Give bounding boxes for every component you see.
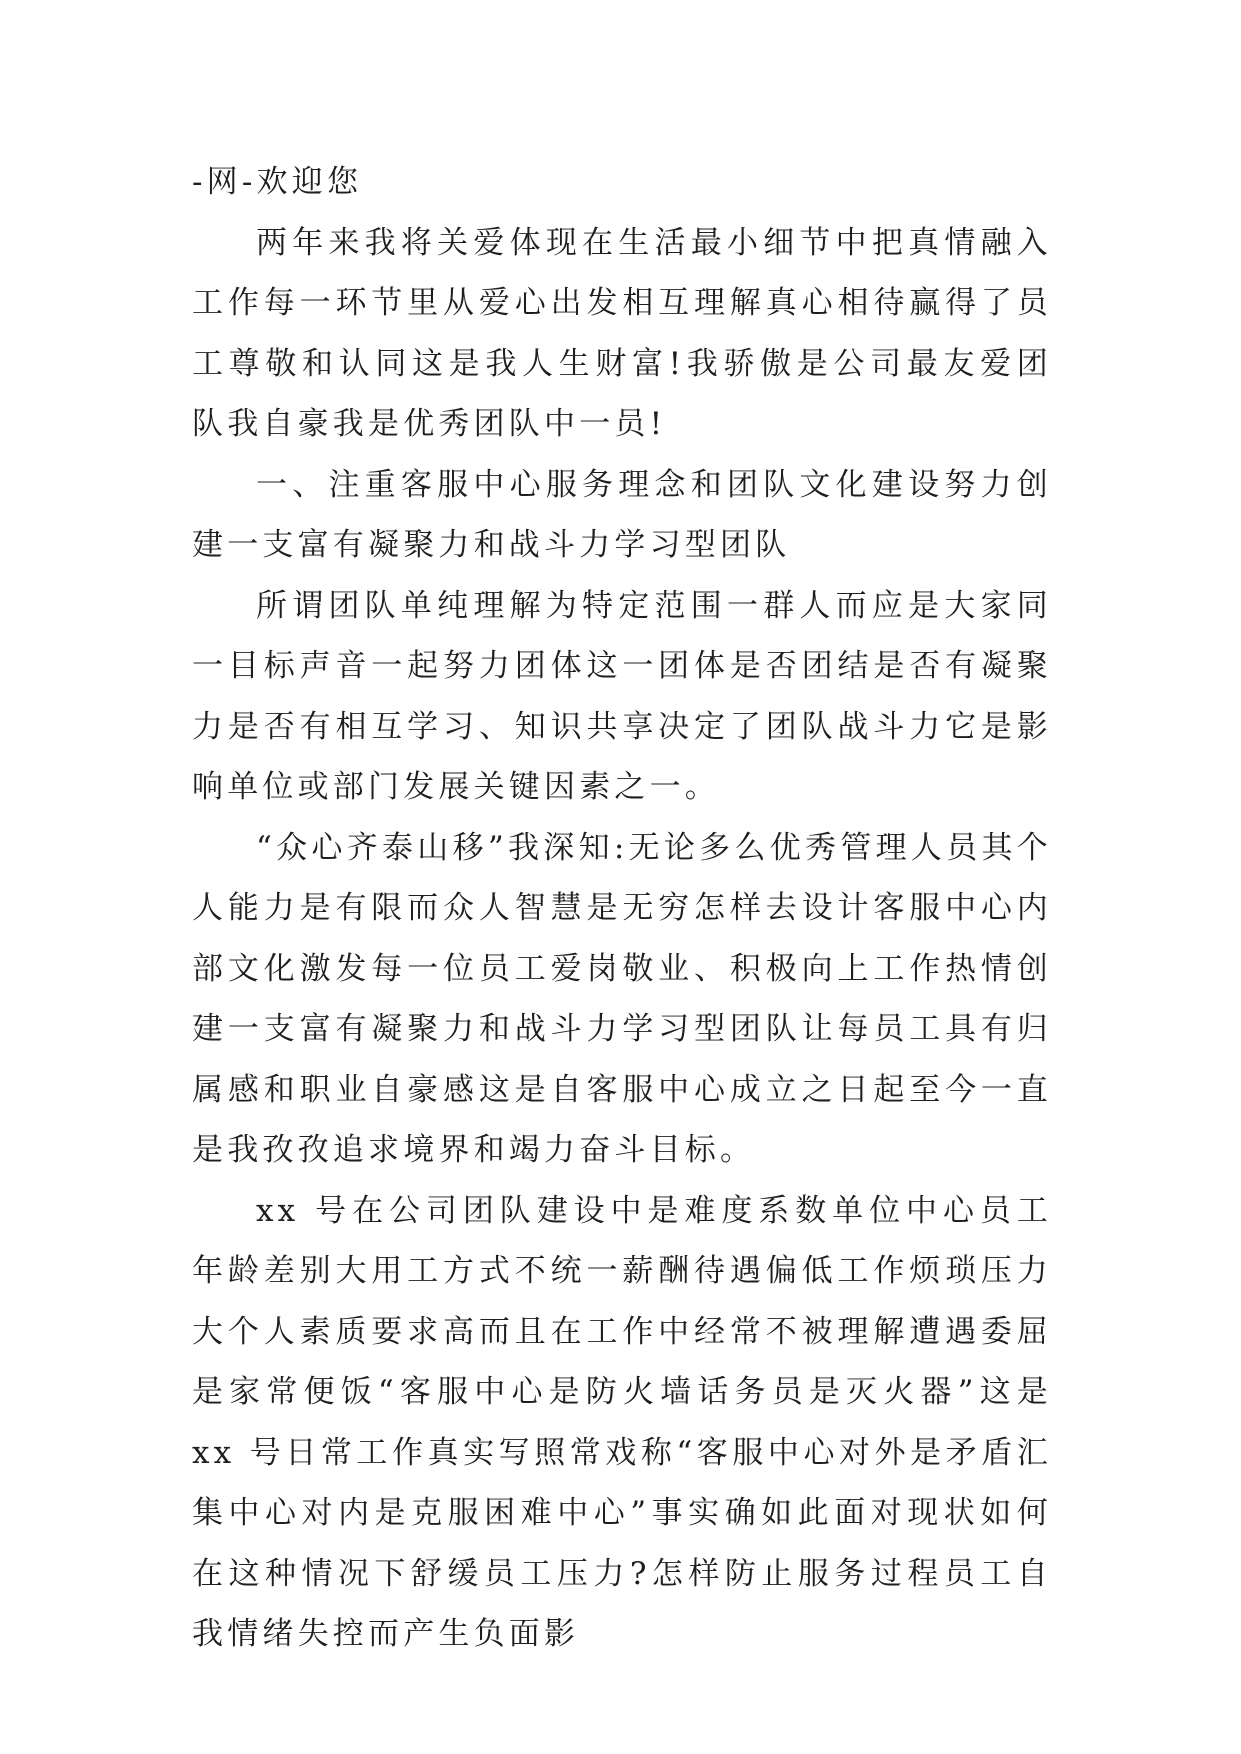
paragraph: 所谓团队单纯理解为特定范围一群人而应是大家同一目标声音一起努力团体这一团体是否团结是否有凝聚力是否有相互学习、知识共享决定了团队战斗力它是影响单位或部门发展关键因素之一。	[192, 587, 1052, 805]
document-body	[192, 152, 1052, 1665]
paragraph: “众心齐泰山移”我深知:无论多么优秀管理人员其个人能力是有限而众人智慧是无穷怎样去设计客服中心内部文化激发每一位员工爱岗敬业、积极向上工作热情创建一支富有凝聚力和战斗力学习型团队让每员工具有归属感和职业自豪感这是自客服中心成立之日起至今一直是我孜孜追求境界和竭力奋斗目标。	[192, 829, 1052, 1168]
header-line: -网-欢迎您	[192, 164, 363, 200]
paragraph: xx 号在公司团队建设中是难度系数单位中心员工年龄差别大用工方式不统一薪酬待遇偏低工作烦琐压力大个人素质要求高而且在工作中经常不被理解遭遇委屈是家常便饭“客服中心是防火墙话务员是灭火器”这是 xx 号日常工作真实写照常戏称“客服中心对外是矛盾汇集中心对内是克服困难中心”事实确如此面对现状如何在这种情况下舒缓员工压力?怎样防止服务过程员工自我情绪失控而产生负面影	[192, 1192, 1052, 1652]
paragraph: 两年来我将关爱体现在生活最小细节中把真情融入工作每一环节里从爱心出发相互理解真心相待赢得了员工尊敬和认同这是我人生财富!我骄傲是公司最友爱团队我自豪我是优秀团队中一员!	[192, 224, 1052, 442]
section-heading: 一、注重客服中心服务理念和团队文化建设努力创建一支富有凝聚力和战斗力学习型团队	[192, 466, 1052, 563]
